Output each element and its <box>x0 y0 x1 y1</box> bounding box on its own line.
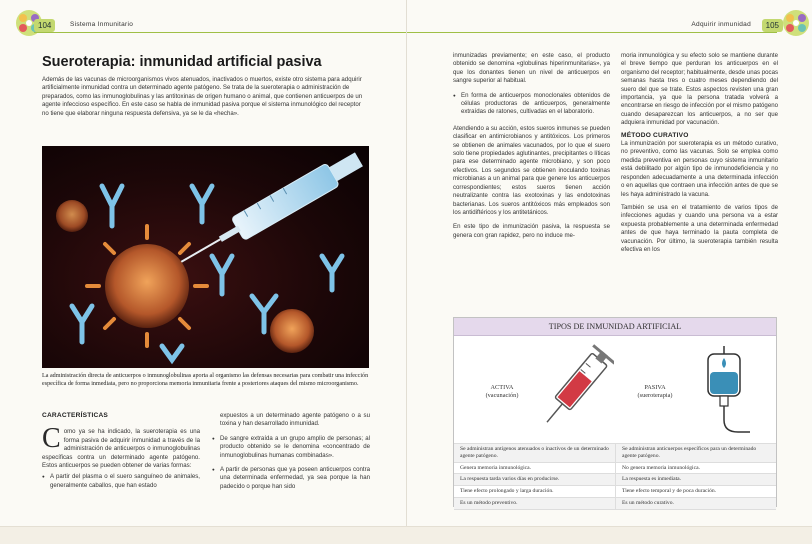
table-cell-active: Genera memoria inmunológica. <box>460 464 531 471</box>
table-cell-passive: Tiene efecto temporal y de poca duración. <box>615 486 776 497</box>
table-cell-passive: Se administran anticuerpos específicos para un determinado agente patógeno. <box>615 444 776 462</box>
hero-artwork <box>42 146 369 368</box>
flower-ornament-icon <box>781 8 811 38</box>
table-cell-passive: La respuesta es inmediata. <box>615 474 776 485</box>
right-column-1 <box>453 52 610 240</box>
syringe-icon <box>534 342 614 438</box>
active-label-title: ACTIVA <box>490 384 514 391</box>
left-column-1 <box>42 412 200 490</box>
paragraph: moria inmunológica y su efecto solo se mantiene durante el breve tiempo que perduran los anticuerpos en el organismo del receptor; habitualmente, desde unas pocas semanas hasta tres o cuatro meses dependiendo del suero del que se trate. Estos aspectos revisten una gran importancia, ya que la persona tratada volverá a encontrarse en riesgo de infección por el mismo patógeno cuando desaparezcan los anticuerpos, a no ser que adquiera inmunidad por vacunación. <box>621 52 778 127</box>
immunity-comparison-table <box>453 317 777 507</box>
right-column-2 <box>621 52 778 254</box>
left-column-2 <box>212 412 370 491</box>
paragraph: Atendiendo a su acción, estos sueros inmunes se pueden clasificar en antimicrobianos y antitóxicos. Los primeros se obtienen de animales vacunados, por lo que el suero solo tiene propiedades aglutinantes, precipitantes o líticas para ese determinado agente microbiano, y son poco efectivos. Los segundos se obtienen inoculando toxinas microbianas a un animal para que genere los anticuerpos correspondientes; estos sueros tienen acción neutralizante contra las exotoxinas y las endotoxinas bacterianas. Los sueros antitóxicos más empleados son los antidiftéricos y los antitetánicos. <box>453 124 610 216</box>
header-rule <box>407 32 777 33</box>
lead-paragraph: Además de las vacunas de microorganismos vivos atenuados, inactivados o muertos, existe otro sistema para adquirir artificialmente inmunidad contra un determinado agente patógeno. Se trata de la sueroterapia o administración de preparados, como las inmunoglobulinas y las antitoxinas de origen humano o animal, que contienen anticuerpos de un agente infeccioso específico. En este caso se habla de inmunidad pasiva porque el sistema inmunológico del receptor no tiene que elaborar ninguna respuesta defensiva, ya se le da «hecha». <box>42 76 363 117</box>
section-heading: MÉTODO CURATIVO <box>621 131 689 139</box>
table-cell-active: Tiene efecto prolongado y larga duración. <box>460 488 554 495</box>
passive-label-title: PASIVA <box>644 384 666 391</box>
intro-text: omo ya se ha indicado, la sueroterapia es una forma pasiva de adquirir inmunidad a través de la administración de anticuerpos o inmunoglobulinas específicas contra un determinado agente patógeno. Estos anticuerpos se pueden obtener de varias formas: <box>42 428 200 470</box>
bullet-item: ● A partir del plasma o el suero sanguíneo de animales, generalmente caballos, que han estado <box>42 473 200 490</box>
table-cell-active: Se administran antígenos atenuados o inactivos de un determinado agente patógeno. <box>460 446 609 459</box>
bullet-item: ● En forma de anticuerpos monoclonales obtenidos de células productoras de anticuerpos, generalmente extraídas de ratones, cultivadas en el laboratorio. <box>453 92 610 117</box>
paragraph: La inmunización por sueroterapia es un método curativo, no preventivo, como las vacunas. Solo se emplea como medida preventiva en personas cuyo sistema inmunitario está debilitado por algún tipo de inmunodeficiencia y no responden adecuadamente a una determinada infección o en aquellas que contraen una infección antes de que se les haya administrado la vacuna. <box>621 140 778 198</box>
running-head: Adquirir inmunidad <box>691 21 751 28</box>
intro-paragraph <box>42 423 200 470</box>
table-row <box>454 474 776 486</box>
section-heading: CARACTERÍSTICAS <box>42 412 109 419</box>
table-body <box>454 444 776 510</box>
continued-text: inmunizadas previamente; en este caso, el producto obtenido se denomina «globulinas hiperinmunitarias», ya que los donantes tienen un nivel de anticuerpos en sangre superior al habitual. <box>453 52 610 85</box>
table-cell-passive: No genera memoria inmunológica. <box>615 463 776 474</box>
passive-label-subtitle: (sueroterapia) <box>637 392 673 399</box>
table-title: TIPOS DE INMUNIDAD ARTIFICIAL <box>454 318 776 336</box>
table-row <box>454 498 776 510</box>
running-head: Sistema Inmunitario <box>70 21 134 28</box>
paragraph: También se usa en el tratamiento de varios tipos de infecciones agudas y cuando una persona va a estar expuesta probablemente a una determinada enfermedad antes de que haya terminado la pauta completa de vacunación. Por último, la sueroterapia también resulta efectiva en los <box>621 203 778 253</box>
figure-caption: La administración directa de anticuerpos o inmunoglobulinas aporta al organismo las defensas necesarias para combatir una infección específica de forma inmediata, pero no proporciona memoria inmunitaria frente a posteriores ataques del mismo microorganismo. <box>42 373 369 387</box>
active-label-subtitle: (vacunación) <box>485 392 519 399</box>
active-label <box>472 384 532 400</box>
table-row <box>454 486 776 498</box>
antibody-virus-illustration <box>42 146 369 368</box>
paragraph: En este tipo de inmunización pasiva, la respuesta se genera con gran rapidez, pero no induce me- <box>453 223 610 239</box>
bottom-margin <box>0 526 812 544</box>
page-title: Sueroterapia: inmunidad artificial pasiva <box>42 54 322 70</box>
table-row <box>454 444 776 463</box>
right-page <box>406 0 812 544</box>
page-number: 105 <box>762 19 783 32</box>
table-cell-active: Es un método preventivo. <box>460 499 518 506</box>
table-row <box>454 463 776 475</box>
header-rule <box>34 32 406 33</box>
table-illustrations <box>454 336 776 444</box>
bullet-item: ● De sangre extraída a un grupo amplio de personas; al producto obtenido se le denomina «concentrado de inmunoglobulinas humanas combinadas». <box>212 435 370 460</box>
table-cell-active: La respuesta tarda varios días en producirse. <box>460 476 560 483</box>
iv-drip-icon <box>694 346 754 440</box>
passive-label <box>630 384 680 400</box>
page-number: 104 <box>34 19 55 32</box>
drop-cap: C <box>42 423 61 455</box>
continued-text: expuestos a un determinado agente patógeno o a su toxina y han desarrollado inmunidad. <box>220 412 370 428</box>
table-cell-passive: Es un método curativo. <box>615 498 776 509</box>
bullet-item: ● A partir de personas que ya poseen anticuerpos contra una determinada enfermedad, ya sea porque la han padecido o porque han sido <box>212 466 370 491</box>
